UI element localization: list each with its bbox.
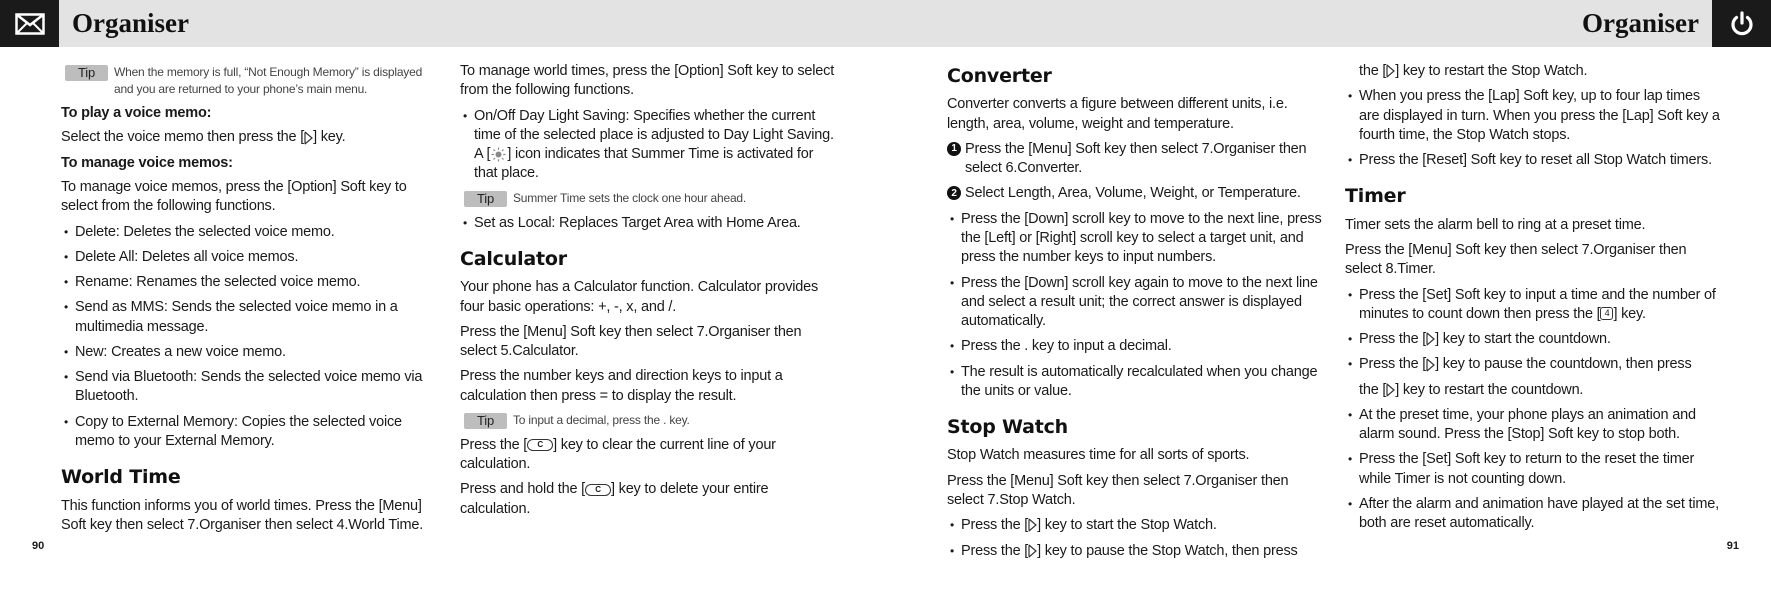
- step-number-icon: 2: [947, 186, 961, 200]
- step-item: 1 Press the [Menu] Soft key then select 7.Organiser then select 6.Converter.: [947, 140, 1322, 179]
- list-item: • Send as MMS: Sends the selected voice memo in a multimedia message.: [61, 298, 436, 337]
- step-item: 2 Select Length, Area, Volume, Weight, or Temperature.: [947, 184, 1322, 203]
- right-softkey-icon: [1426, 358, 1435, 372]
- column-converter-stopwatch: [947, 62, 1322, 567]
- right-softkey-icon: [1386, 383, 1395, 397]
- tip-summer-time: [464, 190, 835, 207]
- clear-line-text: Press the [ C ] key to clear the current line of your calculation.: [460, 436, 776, 473]
- list-item: • On/Off Day Light Saving: Specifies whether the current time of the selected place is adjusted to Day Light Saving. A [ ] icon indicates that Summer Time is activated for that place.: [460, 107, 835, 184]
- manage-voice-memos-heading: To manage voice memos:: [61, 154, 233, 171]
- list-item: • Press the [Set] Soft key to input a time and the number of minutes to count down then press the [ 4 ] key.: [1345, 286, 1720, 325]
- tip-text: When the memory is full, “Not Enough Memory” is displayed and you are returned to your phone’s main menu.: [113, 65, 423, 96]
- stop-watch-menu-text: Press the [Menu] Soft key then select 7.Organiser then select 7.Stop Watch.: [947, 472, 1289, 509]
- delete-calculation-text: Press and hold the [ C ] key to delete your entire calculation.: [460, 481, 769, 517]
- tip-decimal: [464, 412, 835, 429]
- right-softkey-icon: [1028, 518, 1037, 532]
- converter-heading: Converter: [947, 65, 1052, 87]
- list-item: • Delete: Deletes the selected voice memo.: [61, 223, 436, 242]
- list-item: • After the alarm and animation have played at the set time, both are reset automatically.: [1345, 495, 1720, 534]
- right-softkey-icon: [1386, 64, 1395, 78]
- timer-bullets: [1345, 286, 1720, 375]
- tip-badge: Tip: [464, 413, 507, 429]
- restart-stop-watch-text: the [ ] key to restart the Stop Watch.: [1359, 63, 1588, 79]
- sun-icon: [490, 147, 507, 162]
- timer-text: Timer sets the alarm bell to ring at a preset time.: [1345, 216, 1646, 233]
- tip-text: To input a decimal, press the . key.: [512, 412, 690, 427]
- page-title-right: Organiser: [1582, 8, 1699, 38]
- list-item: • Press the [ ] key to start the Stop Watch.: [947, 516, 1322, 535]
- world-time-heading: World Time: [61, 466, 181, 489]
- voice-memo-options-list: [61, 223, 436, 452]
- c-key-icon: C: [585, 484, 611, 496]
- column-world-time-calculator: [460, 62, 835, 525]
- world-manage-text: To manage world times, press the [Option] Soft key to select from the following functions.: [460, 63, 835, 99]
- column-voice-memo: [61, 62, 436, 541]
- list-item: • Press the [ ] key to pause the countdown, then press: [1345, 355, 1720, 374]
- list-item: • Rename: Renames the selected voice memo.: [61, 273, 436, 292]
- converter-bullets: [947, 210, 1322, 402]
- list-item: • Press the [Set] Soft key to return to the reset the timer while Timer is not counting down.: [1345, 450, 1720, 489]
- play-voice-memo-text: Select the voice memo then press the [ ] key.: [61, 129, 346, 146]
- calculator-menu-text: Press the [Menu] Soft key then select 7.Organiser then select 5.Calculator.: [460, 323, 802, 360]
- list-item: • At the preset time, your phone plays an animation and alarm sound. Press the [Stop] Soft key to stop both.: [1345, 406, 1720, 445]
- calculator-text: Your phone has a Calculator function. Calculator provides four basic operations: +, -, x, and /.: [460, 279, 819, 315]
- converter-steps: [947, 140, 1322, 204]
- column-stopwatch-timer: [1345, 62, 1720, 540]
- list-item: • Press the [ ] key to start the countdown.: [1345, 330, 1720, 349]
- stop-watch-heading: Stop Watch: [947, 416, 1069, 439]
- tip-badge: Tip: [65, 65, 108, 81]
- list-item: • Press the [Reset] Soft key to reset all Stop Watch timers.: [1345, 151, 1720, 170]
- right-softkey-icon: [1426, 332, 1435, 346]
- stop-watch-bullets: [947, 516, 1322, 561]
- world-time-text: This function informs you of world times. Press the [Menu] Soft key then select 7.Organiser then select 4.World Time.: [61, 497, 424, 533]
- page-number-right: 91: [1726, 540, 1739, 552]
- four-key-icon: 4: [1600, 307, 1613, 320]
- right-softkey-icon: [1028, 544, 1037, 558]
- list-item: • Press the [Down] scroll key again to move to the next line and select a result unit; the correct answer is displayed automatically.: [947, 274, 1322, 332]
- timer-bullets-2: [1345, 406, 1720, 534]
- manage-voice-memos-text: To manage voice memos, press the [Option] Soft key to select from the following functions.: [61, 178, 407, 215]
- list-item: • Set as Local: Replaces Target Area with Home Area.: [460, 214, 835, 233]
- converter-text: Converter converts a figure between different units, i.e. length, area, volume, weight and temperature.: [947, 96, 1288, 132]
- list-item: • Copy to External Memory: Copies the selected voice memo to your External Memory.: [61, 413, 436, 452]
- power-icon: [1712, 0, 1771, 47]
- world-time-options-list: [460, 107, 835, 184]
- list-item: • Press the [ ] key to pause the Stop Watch, then press: [947, 542, 1322, 561]
- calculator-input-text: Press the number keys and direction keys to input a calculation then press = to display the result.: [460, 368, 783, 404]
- calculator-heading: Calculator: [460, 247, 567, 270]
- tip-memory-full: [65, 64, 436, 97]
- list-item: • Press the . key to input a decimal.: [947, 337, 1322, 356]
- play-voice-memo-heading: To play a voice memo:: [61, 105, 212, 122]
- c-key-icon: C: [527, 439, 553, 451]
- list-item: • Delete All: Deletes all voice memos.: [61, 248, 436, 267]
- world-time-options-list-2: [460, 214, 835, 233]
- restart-countdown-text: the [ ] key to restart the countdown.: [1359, 381, 1584, 398]
- tip-text: Summer Time sets the clock one hour ahead.: [512, 190, 747, 205]
- step-number-icon: 1: [947, 142, 961, 156]
- header-bar: [0, 0, 1771, 47]
- tip-badge: Tip: [464, 191, 507, 207]
- stop-watch-bullets-2: [1345, 87, 1720, 170]
- list-item: • Send via Bluetooth: Sends the selected voice memo via Bluetooth.: [61, 368, 436, 407]
- list-item: • When you press the [Lap] Soft key, up to four lap times are displayed in turn. When you press the [Lap] Soft key a fourth time, the Stop Watch stops.: [1345, 87, 1720, 145]
- list-item: • The result is automatically recalculated when you change the units or value.: [947, 363, 1322, 402]
- right-softkey-icon: [304, 131, 313, 145]
- page-number-left: 90: [32, 540, 45, 552]
- list-item: • New: Creates a new voice memo.: [61, 343, 436, 362]
- stop-watch-text: Stop Watch measures time for all sorts of sports.: [947, 447, 1250, 464]
- envelope-icon: [0, 0, 59, 47]
- page-title-left: Organiser: [72, 8, 189, 38]
- list-item: • Press the [Down] scroll key to move to the next line, press the [Left] or [Right] scroll key to select a target unit, and press the number keys to input numbers.: [947, 210, 1322, 268]
- timer-menu-text: Press the [Menu] Soft key then select 7.Organiser then select 8.Timer.: [1345, 241, 1687, 278]
- timer-heading: Timer: [1345, 185, 1406, 208]
